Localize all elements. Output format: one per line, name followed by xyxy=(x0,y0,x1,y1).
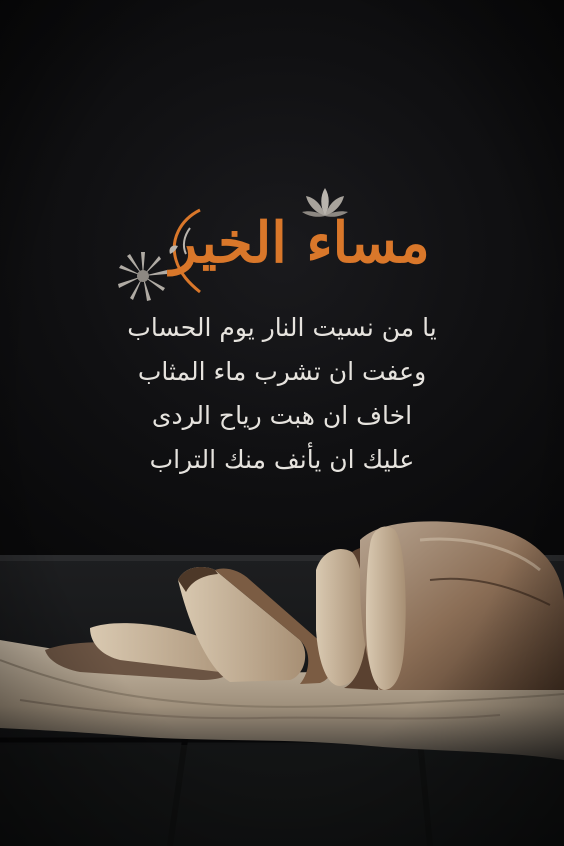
poem-line: يا من نسيت النار يوم الحساب xyxy=(127,313,437,342)
poem-line: عليك ان يأنف منك التراب xyxy=(149,445,415,474)
greeting-title: مساء الخير xyxy=(170,210,430,276)
poem-line: اخاف ان هبت رياح الردى xyxy=(151,401,413,430)
poem-verse xyxy=(90,306,474,482)
poem-line: وعفت ان تشرب ماء المثاب xyxy=(137,357,427,386)
